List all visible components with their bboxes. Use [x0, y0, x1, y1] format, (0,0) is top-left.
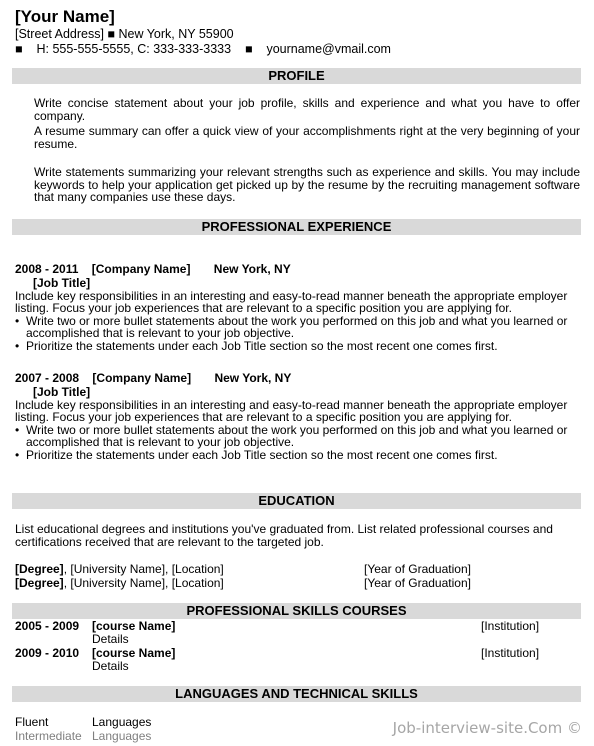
watermark: Job-interview-site.Com © [392, 719, 582, 737]
course-years: 2009 - 2010 [15, 646, 80, 660]
square-bullet-icon: ■ [107, 27, 115, 41]
street-address: [Street Address] [15, 27, 104, 41]
university-location: , [University Name], [Location] [63, 576, 224, 590]
course-years: 2005 - 2009 [15, 619, 80, 633]
resume-name: [Your Name] [15, 7, 115, 26]
job-description: Include key responsibilities in an interesting and easy-to-read manner beneath the appropriate employer listing. Focus your job experiences that are relevant to a specific position you are applying for. [15, 397, 568, 424]
list-item: • Prioritize the statements under each Job Title section so the most recent one comes first. [15, 449, 580, 462]
profile-paragraph: A resume summary can offer a quick view of your accomplishments right at the very beginning of your resume. [34, 124, 580, 151]
education-row [15, 563, 224, 576]
job-bullets [15, 315, 580, 353]
job-years: 2008 - 2011 [15, 262, 79, 276]
course-name: [course Name] [92, 646, 176, 660]
job-location: New York, NY [214, 371, 292, 385]
job-years: 2007 - 2008 [15, 371, 80, 385]
company-name: [Company Name] [92, 371, 192, 385]
job-heading [15, 372, 580, 385]
course-details: Details [92, 632, 129, 646]
education-row [15, 577, 224, 590]
job-entry [15, 263, 580, 352]
section-header-languages: LANGUAGES AND TECHNICAL SKILLS [12, 686, 581, 702]
graduation-year: [Year of Graduation] [364, 562, 471, 576]
language-level: Intermediate [15, 729, 82, 743]
section-header-education: EDUCATION [12, 493, 581, 509]
course-institution: [Institution] [481, 619, 540, 633]
contact-line [15, 42, 391, 56]
course-details: Details [92, 659, 129, 673]
address-line [15, 27, 234, 41]
degree: [Degree] [15, 576, 64, 590]
job-location: New York, NY [213, 262, 291, 276]
city-state-zip: New York, NY 55900 [118, 27, 234, 41]
job-description: Include key responsibilities in an interesting and easy-to-read manner beneath the appropriate employer listing. Focus your job experiences that are relevant to a specific position you are applying for. [15, 288, 568, 315]
job-heading [15, 263, 580, 276]
section-header-profile: PROFILE [12, 68, 581, 84]
square-bullet-icon: ■ [15, 42, 23, 56]
job-entry [15, 372, 580, 461]
section-header-experience: PROFESSIONAL EXPERIENCE [12, 219, 581, 235]
graduation-year: [Year of Graduation] [364, 576, 471, 590]
degree: [Degree] [15, 562, 64, 576]
education-intro: List educational degrees and institutions you've graduated from. List related professional courses and certifications received that are relevant to the targeted job. [15, 522, 553, 549]
language-value: Languages [92, 715, 152, 729]
square-bullet-icon: ■ [244, 42, 253, 56]
phone-numbers: H: 555-555-5555, C: 333-333-3333 [36, 42, 232, 56]
job-title: [Job Title] [33, 275, 91, 290]
list-item: • Write two or more bullet statements about the work you performed on this job and what you learned or accomplished that is relevant to your job objective. [15, 315, 580, 340]
profile-paragraph: Write statements summarizing your relevant strengths such as experience and skills. You may include keywords to help your application get picked up by the resume by the recruiting management software that many companies use these days. [34, 165, 580, 204]
email-address: yourname@vmail.com [266, 42, 391, 56]
language-value: Languages [92, 729, 152, 743]
job-title: [Job Title] [33, 384, 91, 399]
job-bullets [15, 424, 580, 462]
course-institution: [Institution] [481, 646, 540, 660]
university-location: , [University Name], [Location] [63, 562, 224, 576]
profile-paragraph: Write concise statement about your job profile, skills and experience and what you have to offer company. [34, 96, 580, 123]
company-name: [Company Name] [91, 262, 191, 276]
list-item: • Prioritize the statements under each Job Title section so the most recent one comes first. [15, 340, 580, 353]
language-level: Fluent [15, 715, 49, 729]
course-name: [course Name] [92, 619, 176, 633]
section-header-courses: PROFESSIONAL SKILLS COURSES [12, 603, 581, 619]
list-item: • Write two or more bullet statements about the work you performed on this job and what you learned or accomplished that is relevant to your job objective. [15, 424, 580, 449]
